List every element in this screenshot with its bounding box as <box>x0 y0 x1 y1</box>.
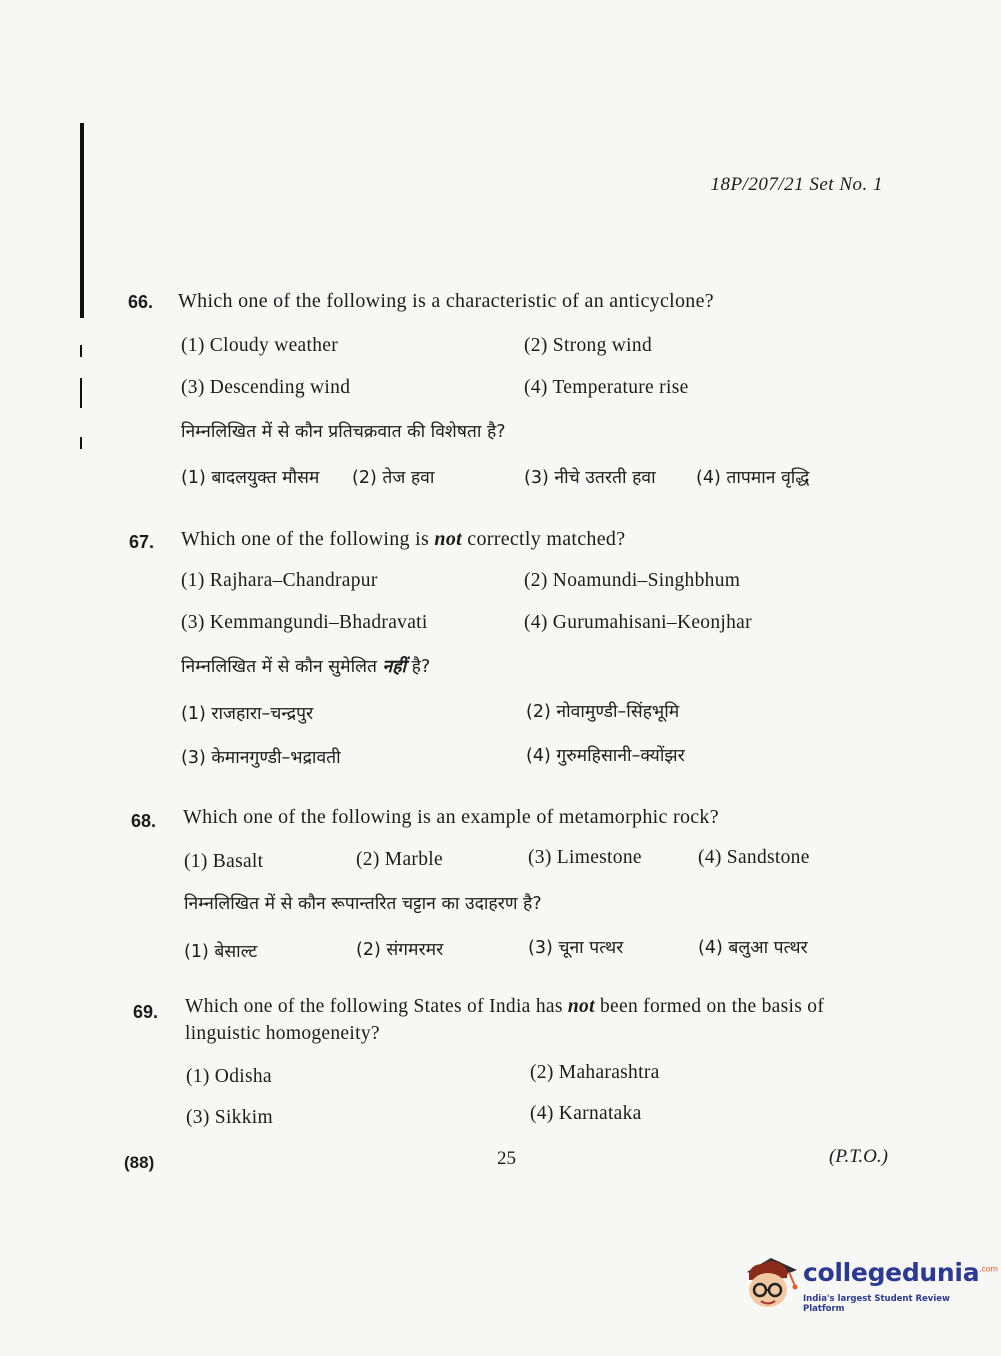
hindi-question: निम्नलिखित में से कौन सुमेलित नहीं है? <box>181 657 431 677</box>
option: (3) Sikkim <box>186 1107 273 1128</box>
hindi-option: (3) चूना पत्थर <box>528 938 624 958</box>
option: (1) Cloudy weather <box>181 335 339 356</box>
question-text: Which one of the following is an example of metamorphic rock? <box>183 806 719 828</box>
option: (3) Limestone <box>528 847 642 868</box>
hindi-option: (4) गुरुमहिसानी–क्योंझर <box>526 746 685 766</box>
margin-mark <box>80 123 84 318</box>
option: (2) Strong wind <box>524 335 652 356</box>
hindi-option: (2) नोवामुण्डी–सिंहभूमि <box>526 702 680 722</box>
margin-mark <box>80 378 82 408</box>
hindi-question: निम्नलिखित में से कौन प्रतिचक्रवात की विशेषता है? <box>181 422 506 442</box>
hindi-option: (2) संगमरमर <box>356 940 444 960</box>
hindi-option: (4) तापमान वृद्धि <box>696 468 810 488</box>
option: (2) Marble <box>356 849 443 870</box>
option: (4) Gurumahisani–Keonjhar <box>524 612 752 633</box>
option: (1) Odisha <box>186 1066 272 1087</box>
brand-name: collegedunia$^{.com}$ <box>803 1258 998 1287</box>
hindi-option: (3) केमानगुण्डी–भद्रावती <box>181 748 341 768</box>
hindi-option: (3) नीचे उतरती हवा <box>524 468 656 488</box>
pto-label: (P.T.O.) <box>829 1146 888 1167</box>
set-code: 18P/207/21 Set No. 1 <box>710 174 883 195</box>
margin-mark <box>80 345 82 357</box>
hindi-option: (2) तेज हवा <box>352 468 435 488</box>
hindi-option: (4) बलुआ पत्थर <box>698 938 808 958</box>
question-number: 68. <box>131 811 157 831</box>
footer-code: (88) <box>124 1153 155 1172</box>
question-number: 67. <box>129 532 155 552</box>
question-text: Which one of the following States of India has not been formed on the basis of <box>185 996 825 1017</box>
mascot-icon <box>741 1250 801 1312</box>
question-number: 69. <box>133 1002 159 1022</box>
option: (2) Noamundi–Singhbhum <box>524 570 741 591</box>
question-text: Which one of the following is not correctly matched? <box>181 528 626 550</box>
page-number: 25 <box>497 1148 516 1169</box>
hindi-option: (1) बादलयुक्त मौसम <box>181 468 320 488</box>
margin-mark <box>80 437 82 449</box>
option: (4) Temperature rise <box>524 377 689 398</box>
brand-tagline: India's largest Student Review Platform <box>803 1294 950 1314</box>
option: (2) Maharashtra <box>530 1062 660 1083</box>
question-text: Which one of the following is a characteristic of an anticyclone? <box>178 290 714 312</box>
collegedunia-watermark <box>741 1250 998 1320</box>
hindi-option: (1) राजहारा–चन्द्रपुर <box>181 704 314 724</box>
option: (1) Rajhara–Chandrapur <box>181 570 378 591</box>
option: (4) Sandstone <box>698 847 810 868</box>
question-number: 66. <box>128 292 154 312</box>
hindi-option: (1) बेसाल्ट <box>184 942 258 962</box>
option: (1) Basalt <box>184 851 264 872</box>
hindi-question: निम्नलिखित में से कौन रूपान्तरित चट्टान का उदाहरण है? <box>184 894 542 914</box>
option: (4) Karnataka <box>530 1103 642 1124</box>
option: (3) Descending wind <box>181 377 351 398</box>
question-text-line2: linguistic homogeneity? <box>185 1023 380 1044</box>
option: (3) Kemmangundi–Bhadravati <box>181 612 428 633</box>
